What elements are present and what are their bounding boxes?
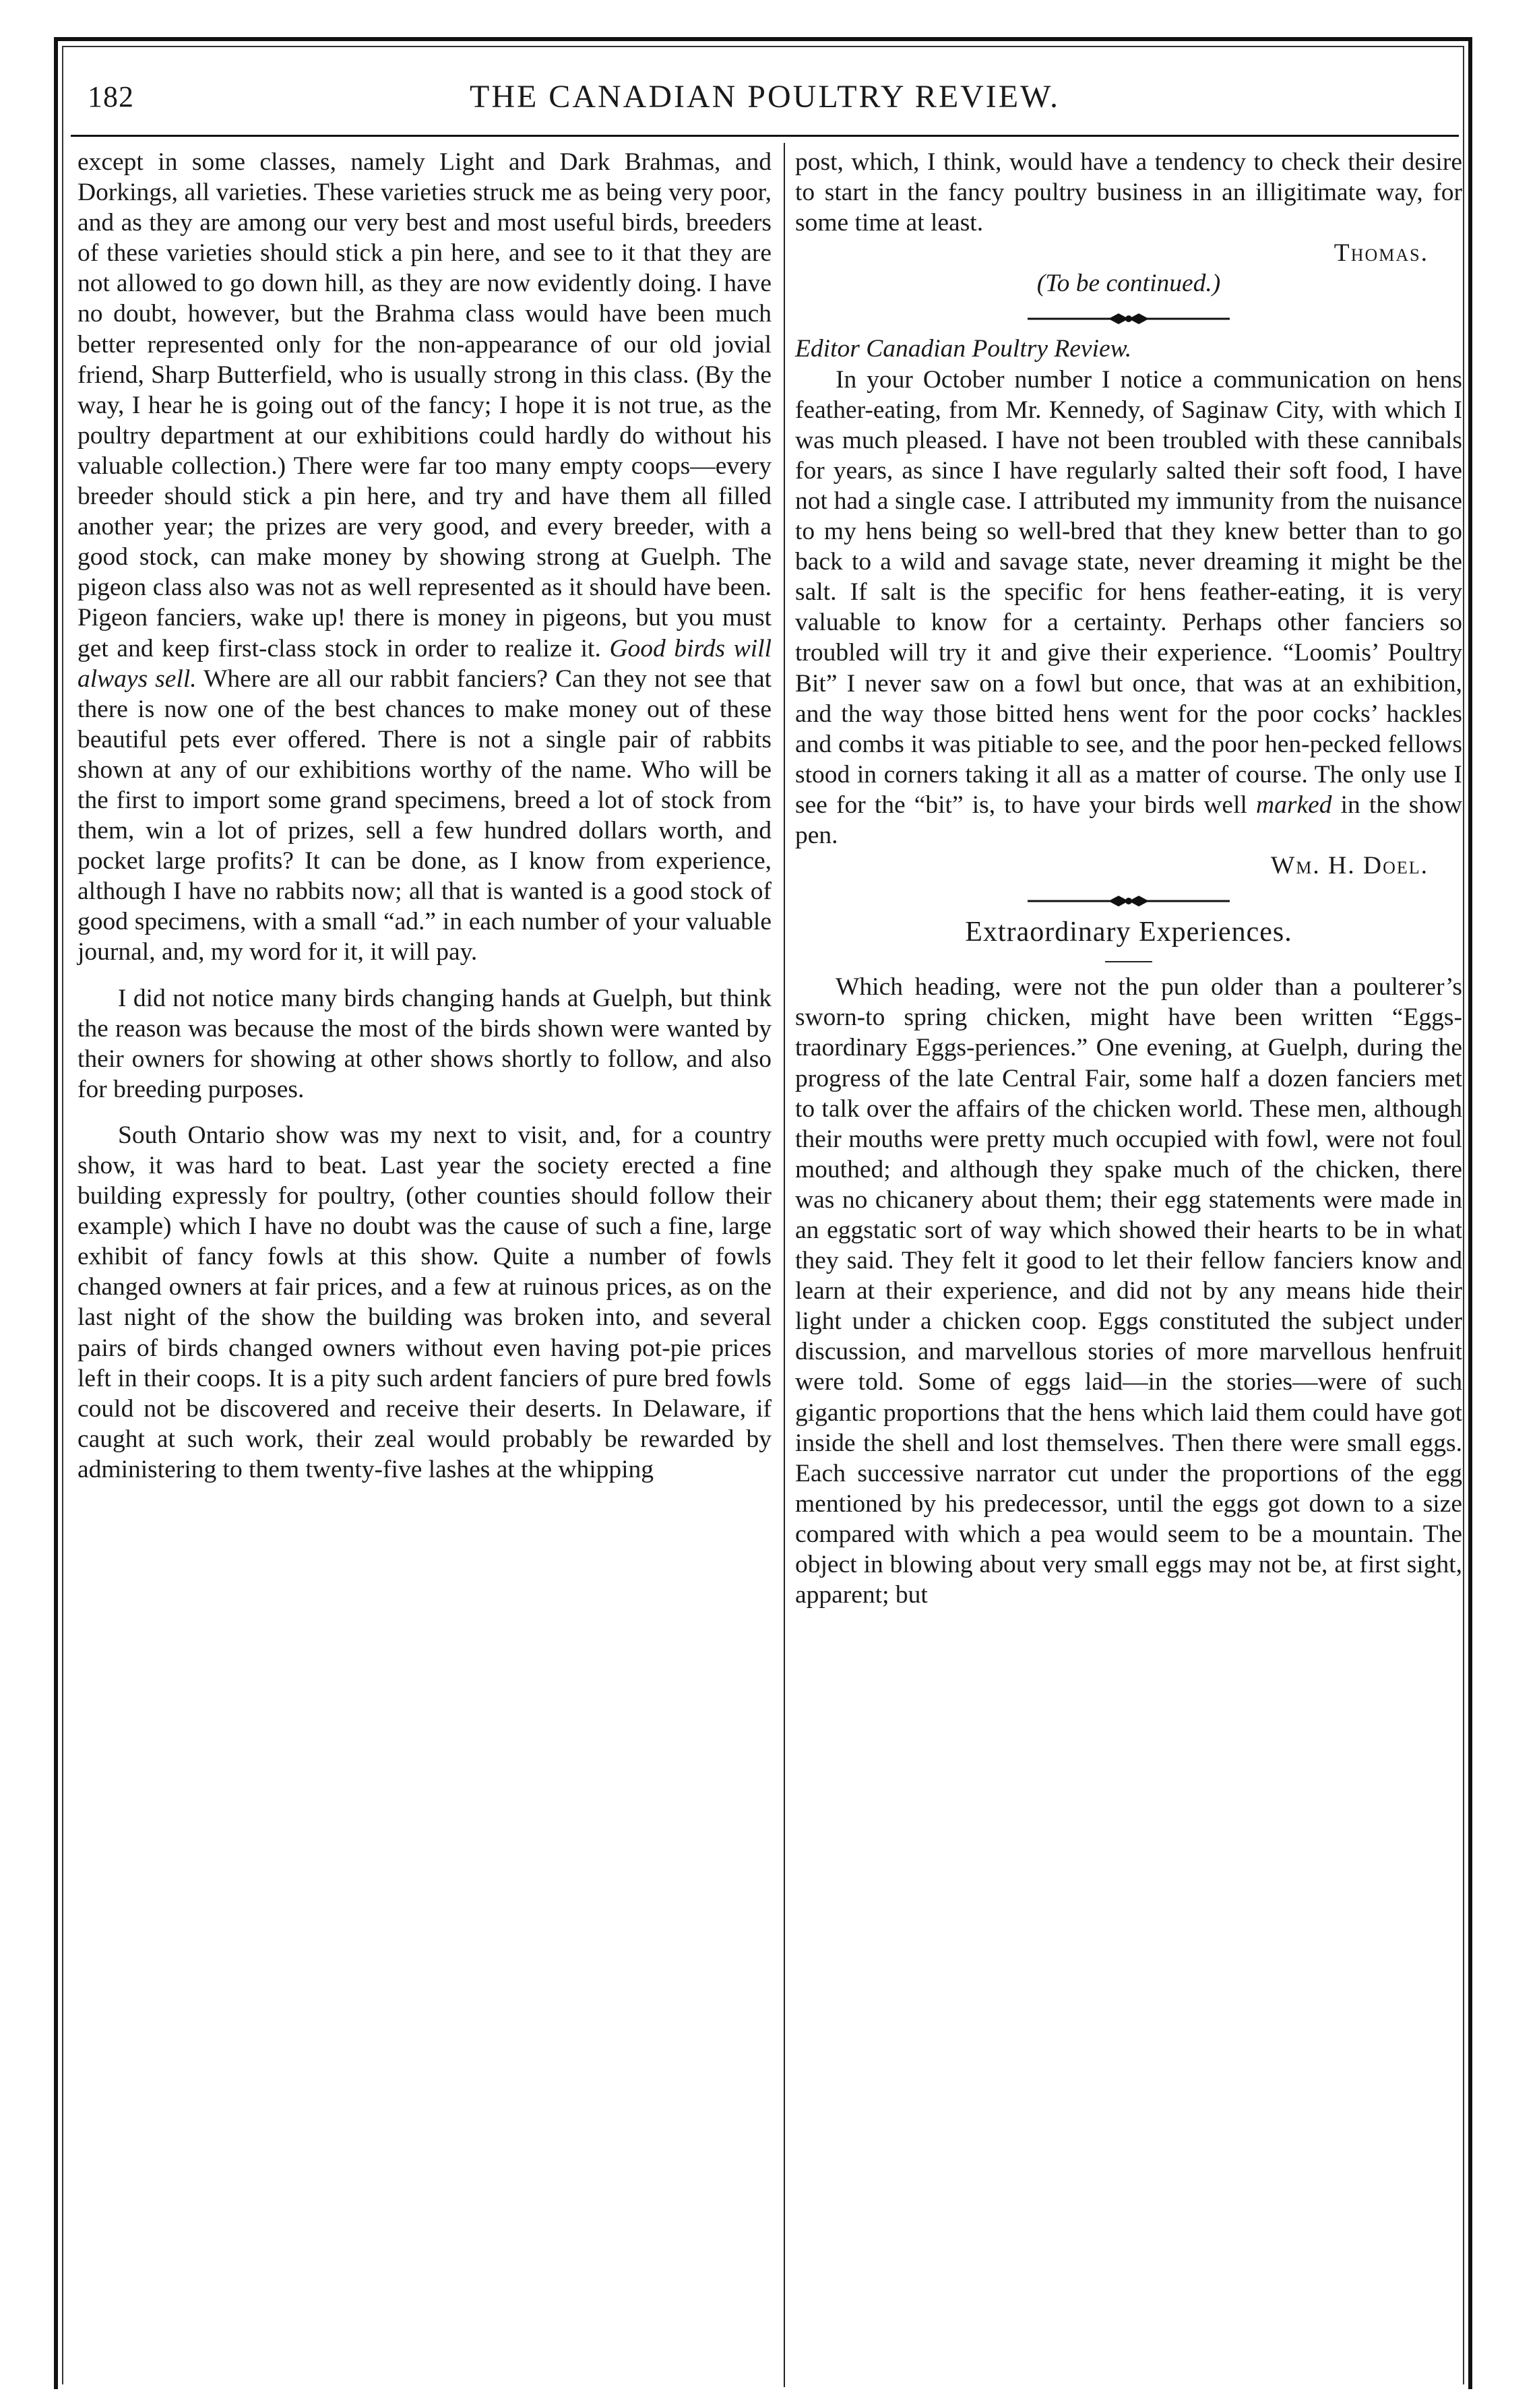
paragraph-text: except in some classes, namely Light and Dark Brahmas, and Dorkings, all varieties. These varieties struck me as being very poor, and as they are among our very best and most useful birds, breeders of these varieties should stick a pin here, and see to it that they are not allowed to go down hill, as they are now evidently doing. I have no doubt, however, but the Brahma class would have been much better represented only for the non-appearance of our old jovial friend, Sharp Butterfield, who is usually strong in this class. (By the way, I hear he is going out of the fancy; I hope it is not true, as the poultry department at our exhibitions could hardly do without his valuable collection.) There were far too many empty coops—every breeder should stick a pin here, and try and have them all filled another year; the prizes are very good, and every breeder, with a good stock, can make money by showing strong at Guelph. The pigeon class also was not as well represented as it should have been. Pigeon fanciers, wake up! there is money in pigeons, but you must get and keep first-class stock in order to realize it. (77, 148, 772, 662)
signature-doel: Wm. H. Doel. (1270, 852, 1429, 880)
column-divider (784, 143, 785, 2387)
journal-title: THE CANADIAN POULTRY REVIEW. (470, 79, 1060, 115)
paragraph: post, which, I think, would have a tendency to check their desire to start in the fancy poultry business in an illigitimate way, for some time at least. (795, 148, 1462, 237)
page-number: 182 (88, 80, 134, 113)
ornament-divider-icon (1028, 311, 1230, 327)
section-title-rule (1105, 961, 1152, 962)
paragraph (795, 365, 1462, 851)
paragraph-text: Where are all our rabbit fanciers? Can they not see that there is now one of the best chances to make money out of these beautiful pets ever offered. There is not a single pair of rabbits shown at any of our exhibitions worthy of the name. Who will be the first to import some grand specimens, breed a lot of stock from them, win a lot of prizes, sell a few hundred dollars worth, and pocket large profits? It can be done, as I know from experience, although I have no rabbits now; all that is wanted is a good stock of good specimens, with a small “ad.” in each number of your valuable journal, and, my word for it, it will pay. (77, 665, 772, 966)
paragraph (77, 147, 772, 968)
section-title: Extraordinary Experiences. (965, 917, 1292, 948)
page-header (74, 74, 1455, 121)
editor-salutation: Editor Canadian Poultry Review. (795, 335, 1132, 363)
paragraph: South Ontario show was my next to visit, and, for a country show, it was hard to beat. Last year the society erected a fine building expressly for poultry, (other counties should follow their example) which I have no doubt was the cause of such a fine, large exhibit of fancy fowls at this show. Quite a number of fowls changed owners at fair prices, and a few at ruinous prices, as on the last night of the show the building was broken into, and several pairs of birds changed owners without even having pot-pie prices left in their coops. It is a pity such ardent fanciers of pure bred fowls could not be discovered and receive their deserts. In Delaware, if caught at such work, their zeal would probably be rewarded by administering to them twenty-five lashes at the whipping (77, 1121, 772, 1483)
continued-note: (To be continued.) (1036, 270, 1221, 298)
paragraph: Which heading, were not the pun older than a poulterer’s sworn-to spring chicken, might have been written “Eggs-traordinary Eggs-periences.” One evening, at Guelph, during the progress of the late Central Fair, some half a dozen fanciers met to talk over the affairs of the chicken world. These men, although their mouths were pretty much occupied with fowl, were not foul mouthed; and although they spake much of the chicken, there was no chicanery about them; their egg statements were made in an eggstatic sort of way which showed their hearts to be in what they said. They felt it good to let their fellow fanciers know and learn at their experience, and did not by any means hide their light under a chicken coop. Eggs constituted the subject under discussion, and marvellous stories of more marvellous henfruit were told. Some of eggs laid—in the stories—were of such gigantic proportions that the hens which laid them could have got inside the shell and lost themselves. Then there were small eggs. Each successive narrator cut under the proportions of the egg mentioned by his predecessor, until the eggs got down to a size compared with which a pea would seem to be a mountain. The object in blowing about very small eggs may not be, at first sight, apparent; but (795, 973, 1462, 1609)
left-column (77, 147, 772, 1485)
paragraph: I did not notice many birds changing hands at Guelph, but think the reason was because the most of the birds shown were wanted by their owners for showing at other shows shortly to follow, and also for breeding purposes. (77, 984, 772, 1103)
paragraph-text: In your October number I notice a communication on hens feather-eating, from Mr. Kennedy, of Saginaw City, with which I was much pleased. I have not been troubled with these cannibals for years, as since I have regularly salted their soft food, I have not had a single case. I attributed my immunity from the nuisance to my hens being so well-bred that they knew better than to go back to a wild and savage state, never dreaming it might be the salt. If salt is the specific for hens feather-eating, it is very valuable to know for a certainty. Perhaps other fanciers so troubled will try it and give their experience. “Loomis’ Poultry Bit” I never saw on a fowl but once, that was at an exhibition, and the way those bitted hens went for the poor cocks’ hackles and combs it was pitiable to see, and the poor hen-pecked fellows stood in corners taking it all as a matter of course. The only use I see for the “bit” is, to have your birds well (795, 365, 1462, 819)
right-column (795, 147, 1462, 1610)
header-rule (71, 135, 1459, 137)
italic-word: marked (1256, 791, 1332, 819)
paragraph-text: in the show pen. (795, 791, 1462, 849)
italic-phrase: Good birds will always sell. (77, 634, 772, 693)
signature-thomas: Thomas. (1334, 239, 1429, 268)
ornament-divider-icon (1028, 893, 1230, 909)
